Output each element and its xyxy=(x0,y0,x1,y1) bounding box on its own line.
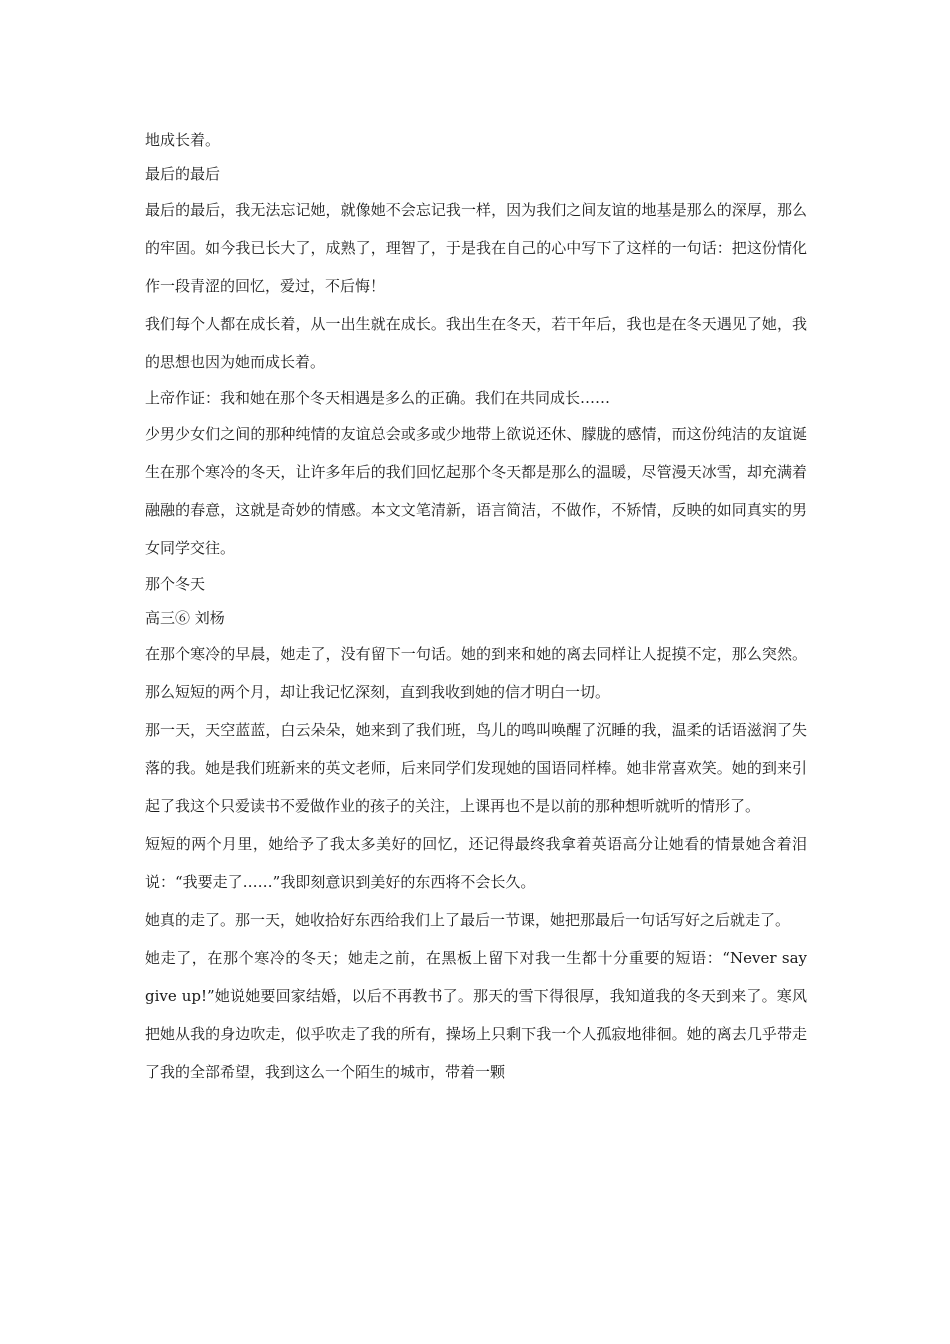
paragraph-continuation: 地成长着。 xyxy=(145,131,221,149)
section-heading-last: 最后的最后 xyxy=(145,165,221,183)
paragraph: 她走了，在那个寒冷的冬天；她走之前，在黑板上留下对我一生都十分重要的短语：“Never say give up!”她说她要回家结婚，以后不再教书了。那天的雪下得很厚，我知道我的冬天到来了。寒风把她从我的身边吹走，似乎吹走了我的所有，操场上只剩下我一个人孤寂地徘徊。她的离去几乎带走了我的全部希望，我到这么一个陌生的城市，带着一颗 xyxy=(145,949,807,1081)
document-page xyxy=(145,123,807,1091)
paragraph: 我们每个人都在成长着，从一出生就在成长。我出生在冬天，若干年后，我也是在冬天遇见了她，我的思想也因为她而成长着。 xyxy=(145,315,807,371)
essay-author: 高三⑥ 刘杨 xyxy=(145,609,225,627)
commentary-paragraph: 少男少女们之间的那种纯情的友谊总会或多或少地带上欲说还休、朦胧的感情，而这份纯洁的友谊诞生在那个寒冷的冬天，让许多年后的我们回忆起那个冬天都是那么的温暖，尽管漫天冰雪，却充满着融融的春意，这就是奇妙的情感。本文文笔清新，语言简洁，不做作，不矫情，反映的如同真实的男女同学交往。 xyxy=(145,425,807,557)
paragraph: 她真的走了。那一天，她收拾好东西给我们上了最后一节课，她把那最后一句话写好之后就走了。 xyxy=(145,911,791,929)
paragraph: 那一天，天空蓝蓝，白云朵朵，她来到了我们班，鸟儿的鸣叫唤醒了沉睡的我，温柔的话语滋润了失落的我。她是我们班新来的英文老师，后来同学们发现她的国语同样棒。她非常喜欢笑。她的到来引起了我这个只爱读书不爱做作业的孩子的关注，上课再也不是以前的那种想听就听的情形了。 xyxy=(145,721,807,815)
paragraph: 在那个寒冷的早晨，她走了，没有留下一句话。她的到来和她的离去同样让人捉摸不定，那么突然。那么短短的两个月，却让我记忆深刻，直到我收到她的信才明白一切。 xyxy=(145,645,807,701)
paragraph: 短短的两个月里，她给予了我太多美好的回忆，还记得最终我拿着英语高分让她看的情景她含着泪说：“我要走了……”我即刻意识到美好的东西将不会长久。 xyxy=(145,835,807,891)
essay-title: 那个冬天 xyxy=(145,575,206,593)
paragraph: 最后的最后，我无法忘记她，就像她不会忘记我一样，因为我们之间友谊的地基是那么的深厚，那么的牢固。如今我已长大了，成熟了，理智了，于是我在自己的心中写下了这样的一句话：把这份情化作一段青涩的回忆，爱过，不后悔！ xyxy=(145,201,807,295)
paragraph: 上帝作证：我和她在那个冬天相遇是多么的正确。我们在共同成长…… xyxy=(145,389,611,407)
